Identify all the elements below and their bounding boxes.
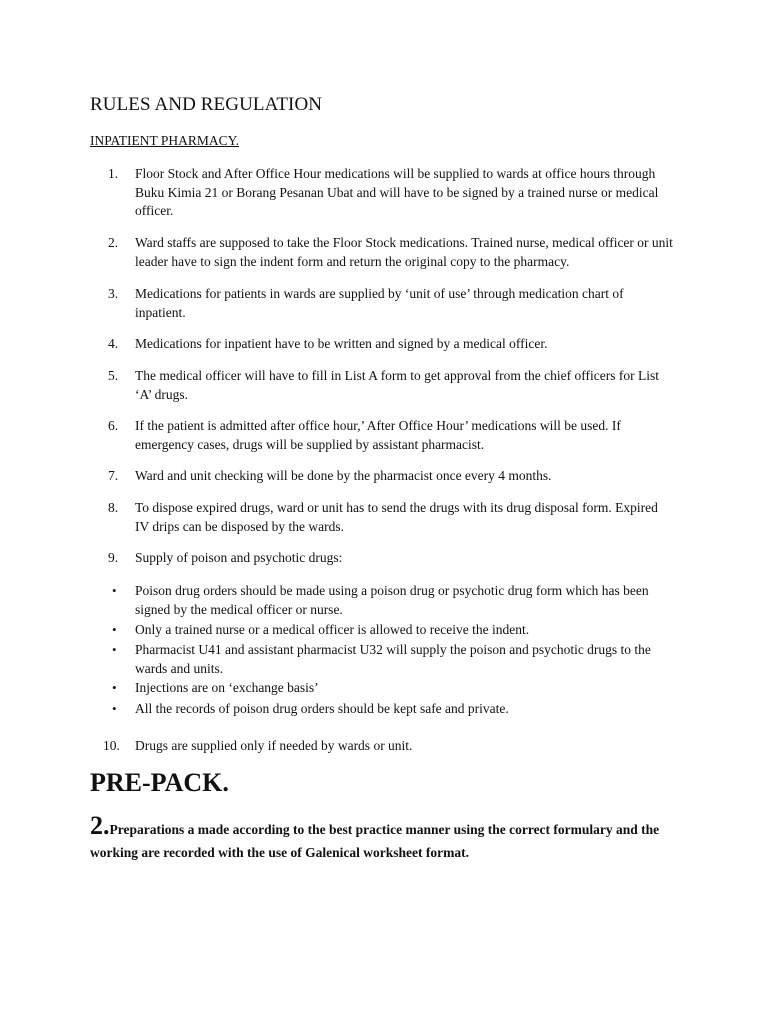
list-item-number: 3.	[108, 286, 119, 301]
list-item-number: 1.	[108, 166, 119, 181]
list-item-text: Ward staffs are supposed to take the Floor Stock medications. Trained nurse, medical officer or unit leader have to sign the indent form and return the original copy to the pharmacy.	[135, 235, 673, 269]
bullet-icon: •	[112, 680, 117, 695]
bullet-item-text: Pharmacist U41 and assistant pharmacist U32 will supply the poison and psychotic drugs to the wards and units.	[135, 642, 651, 676]
list-item-number: 5.	[108, 368, 119, 383]
bullet-icon: •	[112, 622, 117, 637]
paragraph-number: 2.	[90, 811, 110, 840]
list-item-number: 7.	[108, 468, 119, 483]
bullet-icon: •	[112, 701, 117, 716]
list-item-number: 2.	[108, 235, 119, 250]
section-heading-inpatient-pharmacy: INPATIENT PHARMACY.	[90, 133, 240, 148]
bullet-item-text: Poison drug orders should be made using a poison drug or psychotic drug form which has been signed by the medical officer or nurse.	[135, 583, 649, 617]
paragraph-text: Preparations a made according to the best practice manner using the correct formulary and the working are recorded with the use of Galenical worksheet format.	[90, 822, 660, 860]
list-item-number: 9.	[108, 550, 119, 565]
bullet-item-text: All the records of poison drug orders should be kept safe and private.	[135, 701, 509, 716]
list-item-number: 10.	[103, 738, 120, 753]
bullet-icon: •	[112, 642, 117, 657]
list-item-number: 8.	[108, 500, 119, 515]
list-item-text: Floor Stock and After Office Hour medications will be supplied to wards at office hours through Buku Kimia 21 or Borang Pesanan Ubat and will have to be signed by a trained nurse or medical officer.	[135, 166, 659, 219]
prepack-paragraph	[90, 811, 690, 864]
list-item-text: Drugs are supplied only if needed by wards or unit.	[135, 738, 413, 753]
bullet-icon: •	[112, 583, 117, 598]
bullet-item-text: Injections are on ‘exchange basis’	[135, 680, 319, 695]
list-item-text: Supply of poison and psychotic drugs:	[135, 550, 343, 565]
list-item-number: 4.	[108, 336, 119, 351]
list-item-text: Medications for inpatient have to be written and signed by a medical officer.	[135, 336, 548, 351]
document-title: RULES AND REGULATION	[90, 94, 323, 115]
list-item-text: The medical officer will have to fill in List A form to get approval from the chief officers for List ‘A’ drugs.	[135, 368, 659, 402]
bullet-item-text: Only a trained nurse or a medical officer is allowed to receive the indent.	[135, 622, 530, 637]
prepack-heading: PRE-PACK.	[90, 768, 229, 797]
list-item-text: If the patient is admitted after office hour,’ After Office Hour’ medications will be used. If emergency cases, drugs will be supplied by assistant pharmacist.	[135, 418, 621, 452]
list-item-text: To dispose expired drugs, ward or unit has to send the drugs with its drug disposal form. Expired IV drips can be disposed by the wards.	[135, 500, 658, 534]
list-item-number: 6.	[108, 418, 119, 433]
list-item-text: Ward and unit checking will be done by the pharmacist once every 4 months.	[135, 468, 552, 483]
list-item-text: Medications for patients in wards are supplied by ‘unit of use’ through medication chart of inpatient.	[135, 286, 624, 320]
